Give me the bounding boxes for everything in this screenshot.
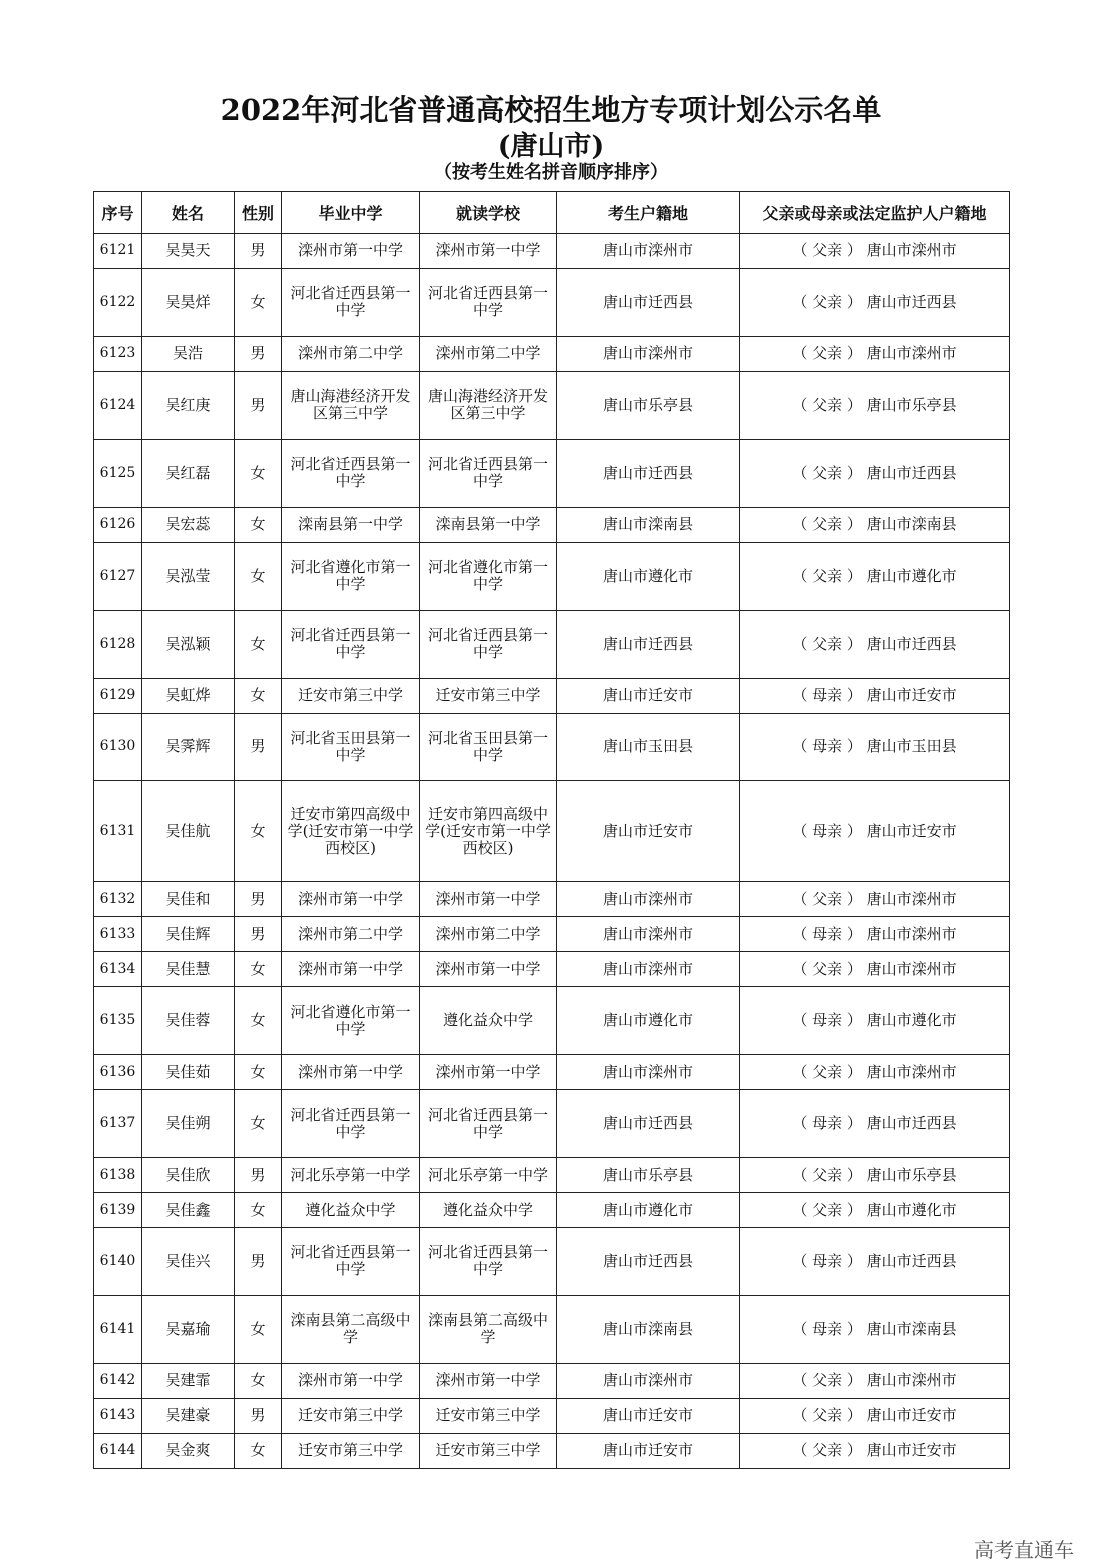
table-row [94, 1193, 1010, 1228]
table-row [94, 1158, 1010, 1193]
cell-current-school: 滦南县第一中学 [420, 507, 557, 542]
column-header-household-registration: 考生户籍地 [557, 192, 740, 234]
cell-household-registration: 唐山市玉田县 [557, 713, 740, 781]
column-header-gender: 性别 [235, 192, 282, 234]
cell-household-registration: 唐山市滦州市 [557, 1055, 740, 1090]
cell-index: 6128 [94, 610, 142, 678]
cell-gender: 男 [235, 917, 282, 952]
page-subtitle-sort-note: （按考生姓名拼音顺序排序） [434, 162, 668, 183]
cell-name: 吴建霏 [142, 1363, 235, 1398]
cell-name: 吴佳茹 [142, 1055, 235, 1090]
cell-graduation-school: 滦州市第一中学 [282, 234, 420, 269]
cell-graduation-school: 河北乐亭第一中学 [282, 1158, 420, 1193]
cell-guardian-registration: （ 父亲 ） 唐山市滦南县 [740, 507, 1010, 542]
table-row [94, 371, 1010, 439]
cell-guardian-registration: （ 母亲 ） 唐山市滦南县 [740, 1295, 1010, 1363]
cell-gender: 女 [235, 268, 282, 336]
table-row [94, 1227, 1010, 1295]
cell-name: 吴金爽 [142, 1433, 235, 1468]
table-header-row [94, 192, 1010, 234]
cell-index: 6136 [94, 1055, 142, 1090]
cell-name: 吴霁辉 [142, 713, 235, 781]
table-row [94, 1433, 1010, 1468]
table-row [94, 1295, 1010, 1363]
cell-name: 吴佳欣 [142, 1158, 235, 1193]
column-header-guardian-registration: 父亲或母亲或法定监护人户籍地 [740, 192, 1010, 234]
cell-index: 6142 [94, 1363, 142, 1398]
cell-index: 6123 [94, 336, 142, 371]
cell-household-registration: 唐山市迁西县 [557, 1090, 740, 1158]
cell-household-registration: 唐山市遵化市 [557, 542, 740, 610]
cell-guardian-registration: （ 父亲 ） 唐山市滦州市 [740, 336, 1010, 371]
table-body [94, 234, 1010, 1469]
table-row [94, 952, 1010, 987]
cell-current-school: 河北省迁西县第一中学 [420, 439, 557, 507]
table-row [94, 781, 1010, 882]
cell-gender: 女 [235, 1295, 282, 1363]
table-row [94, 1055, 1010, 1090]
cell-index: 6121 [94, 234, 142, 269]
table-row [94, 610, 1010, 678]
cell-household-registration: 唐山市迁西县 [557, 268, 740, 336]
cell-guardian-registration: （ 父亲 ） 唐山市遵化市 [740, 542, 1010, 610]
column-header-current-school: 就读学校 [420, 192, 557, 234]
cell-current-school: 迁安市第三中学 [420, 1433, 557, 1468]
cell-gender: 女 [235, 781, 282, 882]
cell-guardian-registration: （ 父亲 ） 唐山市滦州市 [740, 234, 1010, 269]
cell-graduation-school: 河北省迁西县第一中学 [282, 610, 420, 678]
cell-name: 吴浩 [142, 336, 235, 371]
cell-current-school: 遵化益众中学 [420, 987, 557, 1055]
cell-household-registration: 唐山市滦州市 [557, 1363, 740, 1398]
cell-index: 6127 [94, 542, 142, 610]
table-row [94, 713, 1010, 781]
cell-guardian-registration: （ 父亲 ） 唐山市迁安市 [740, 1398, 1010, 1433]
cell-graduation-school: 滦州市第一中学 [282, 1055, 420, 1090]
roster-table [93, 191, 1010, 1469]
cell-name: 吴佳兴 [142, 1227, 235, 1295]
cell-gender: 男 [235, 713, 282, 781]
cell-current-school: 河北省迁西县第一中学 [420, 610, 557, 678]
table-row [94, 882, 1010, 917]
cell-household-registration: 唐山市迁西县 [557, 610, 740, 678]
cell-index: 6131 [94, 781, 142, 882]
table-row [94, 678, 1010, 713]
cell-household-registration: 唐山市遵化市 [557, 1193, 740, 1228]
cell-current-school: 滦州市第一中学 [420, 1055, 557, 1090]
table-row [94, 1090, 1010, 1158]
cell-index: 6138 [94, 1158, 142, 1193]
cell-current-school: 河北省迁西县第一中学 [420, 1227, 557, 1295]
cell-name: 吴佳蓉 [142, 987, 235, 1055]
cell-name: 吴佳辉 [142, 917, 235, 952]
cell-gender: 男 [235, 336, 282, 371]
cell-name: 吴泓莹 [142, 542, 235, 610]
table-row [94, 1363, 1010, 1398]
table-row [94, 234, 1010, 269]
cell-index: 6129 [94, 678, 142, 713]
column-header-index: 序号 [94, 192, 142, 234]
cell-household-registration: 唐山市迁西县 [557, 439, 740, 507]
cell-graduation-school: 滦州市第一中学 [282, 1363, 420, 1398]
cell-name: 吴宏蕊 [142, 507, 235, 542]
cell-graduation-school: 河北省迁西县第一中学 [282, 1227, 420, 1295]
cell-household-registration: 唐山市遵化市 [557, 987, 740, 1055]
cell-graduation-school: 滦南县第一中学 [282, 507, 420, 542]
cell-gender: 女 [235, 678, 282, 713]
cell-name: 吴佳朔 [142, 1090, 235, 1158]
cell-guardian-registration: （ 母亲 ） 唐山市迁安市 [740, 678, 1010, 713]
cell-index: 6143 [94, 1398, 142, 1433]
cell-guardian-registration: （ 母亲 ） 唐山市滦州市 [740, 917, 1010, 952]
cell-graduation-school: 迁安市第三中学 [282, 1433, 420, 1468]
cell-guardian-registration: （ 父亲 ） 唐山市迁安市 [740, 1433, 1010, 1468]
cell-current-school: 河北省迁西县第一中学 [420, 268, 557, 336]
cell-graduation-school: 滦州市第二中学 [282, 917, 420, 952]
cell-graduation-school: 遵化益众中学 [282, 1193, 420, 1228]
cell-guardian-registration: （ 母亲 ） 唐山市遵化市 [740, 987, 1010, 1055]
cell-name: 吴虹烨 [142, 678, 235, 713]
table-row [94, 439, 1010, 507]
cell-gender: 男 [235, 882, 282, 917]
cell-household-registration: 唐山市乐亭县 [557, 1158, 740, 1193]
cell-household-registration: 唐山市滦南县 [557, 507, 740, 542]
cell-gender: 女 [235, 1090, 282, 1158]
cell-index: 6124 [94, 371, 142, 439]
cell-guardian-registration: （ 父亲 ） 唐山市迁西县 [740, 610, 1010, 678]
cell-index: 6140 [94, 1227, 142, 1295]
column-header-graduation-school: 毕业中学 [282, 192, 420, 234]
cell-graduation-school: 迁安市第三中学 [282, 678, 420, 713]
cell-name: 吴佳慧 [142, 952, 235, 987]
cell-graduation-school: 河北省遵化市第一中学 [282, 542, 420, 610]
cell-name: 吴佳航 [142, 781, 235, 882]
cell-graduation-school: 唐山海港经济开发区第三中学 [282, 371, 420, 439]
table-row [94, 507, 1010, 542]
cell-name: 吴昊烊 [142, 268, 235, 336]
cell-gender: 女 [235, 542, 282, 610]
cell-current-school: 遵化益众中学 [420, 1193, 557, 1228]
cell-graduation-school: 河北省迁西县第一中学 [282, 1090, 420, 1158]
cell-gender: 男 [235, 234, 282, 269]
cell-index: 6133 [94, 917, 142, 952]
cell-gender: 女 [235, 1433, 282, 1468]
cell-gender: 男 [235, 371, 282, 439]
cell-name: 吴红磊 [142, 439, 235, 507]
table-row [94, 336, 1010, 371]
cell-current-school: 滦州市第一中学 [420, 882, 557, 917]
cell-household-registration: 唐山市滦州市 [557, 952, 740, 987]
page-subtitle-city: (唐山市) [497, 131, 605, 162]
cell-graduation-school: 滦州市第一中学 [282, 952, 420, 987]
cell-graduation-school: 河北省迁西县第一中学 [282, 268, 420, 336]
cell-current-school: 滦南县第二高级中学 [420, 1295, 557, 1363]
cell-guardian-registration: （ 母亲 ） 唐山市迁西县 [740, 1090, 1010, 1158]
cell-current-school: 滦州市第一中学 [420, 234, 557, 269]
cell-graduation-school: 迁安市第三中学 [282, 1398, 420, 1433]
watermark: 高考直通车 [974, 1538, 1074, 1562]
cell-index: 6132 [94, 882, 142, 917]
cell-name: 吴红庚 [142, 371, 235, 439]
cell-index: 6122 [94, 268, 142, 336]
cell-index: 6134 [94, 952, 142, 987]
cell-current-school: 迁安市第三中学 [420, 1398, 557, 1433]
cell-guardian-registration: （ 父亲 ） 唐山市滦州市 [740, 952, 1010, 987]
cell-guardian-registration: （ 父亲 ） 唐山市迁西县 [740, 439, 1010, 507]
cell-guardian-registration: （ 父亲 ） 唐山市遵化市 [740, 1193, 1010, 1228]
cell-current-school: 河北省玉田县第一中学 [420, 713, 557, 781]
cell-index: 6126 [94, 507, 142, 542]
cell-name: 吴泓颖 [142, 610, 235, 678]
cell-graduation-school: 河北省玉田县第一中学 [282, 713, 420, 781]
cell-graduation-school: 滦南县第二高级中学 [282, 1295, 420, 1363]
cell-index: 6137 [94, 1090, 142, 1158]
cell-index: 6139 [94, 1193, 142, 1228]
cell-gender: 女 [235, 987, 282, 1055]
cell-household-registration: 唐山市迁安市 [557, 781, 740, 882]
cell-guardian-registration: （ 父亲 ） 唐山市滦州市 [740, 882, 1010, 917]
table-row [94, 268, 1010, 336]
cell-gender: 女 [235, 610, 282, 678]
cell-graduation-school: 河北省迁西县第一中学 [282, 439, 420, 507]
cell-graduation-school: 河北省遵化市第一中学 [282, 987, 420, 1055]
cell-current-school: 河北省迁西县第一中学 [420, 1090, 557, 1158]
cell-name: 吴佳鑫 [142, 1193, 235, 1228]
cell-gender: 男 [235, 1158, 282, 1193]
cell-graduation-school: 滦州市第二中学 [282, 336, 420, 371]
cell-gender: 女 [235, 1363, 282, 1398]
cell-name: 吴佳和 [142, 882, 235, 917]
cell-guardian-registration: （ 母亲 ） 唐山市迁安市 [740, 781, 1010, 882]
cell-current-school: 河北乐亭第一中学 [420, 1158, 557, 1193]
cell-current-school: 滦州市第一中学 [420, 952, 557, 987]
cell-gender: 女 [235, 507, 282, 542]
cell-graduation-school: 迁安市第四高级中学(迁安市第一中学西校区) [282, 781, 420, 882]
cell-gender: 男 [235, 1398, 282, 1433]
cell-guardian-registration: （ 父亲 ） 唐山市滦州市 [740, 1055, 1010, 1090]
cell-gender: 男 [235, 1227, 282, 1295]
cell-current-school: 迁安市第三中学 [420, 678, 557, 713]
table-row [94, 542, 1010, 610]
cell-gender: 女 [235, 439, 282, 507]
cell-guardian-registration: （ 父亲 ） 唐山市滦州市 [740, 1363, 1010, 1398]
cell-household-registration: 唐山市滦州市 [557, 336, 740, 371]
cell-name: 吴昊天 [142, 234, 235, 269]
cell-graduation-school: 滦州市第一中学 [282, 882, 420, 917]
cell-household-registration: 唐山市滦南县 [557, 1295, 740, 1363]
table-row [94, 1398, 1010, 1433]
cell-gender: 女 [235, 1055, 282, 1090]
cell-index: 6125 [94, 439, 142, 507]
cell-current-school: 滦州市第一中学 [420, 1363, 557, 1398]
cell-gender: 女 [235, 1193, 282, 1228]
cell-current-school: 河北省遵化市第一中学 [420, 542, 557, 610]
cell-household-registration: 唐山市迁安市 [557, 678, 740, 713]
column-header-name: 姓名 [142, 192, 235, 234]
cell-gender: 女 [235, 952, 282, 987]
cell-index: 6135 [94, 987, 142, 1055]
cell-household-registration: 唐山市迁西县 [557, 1227, 740, 1295]
cell-current-school: 滦州市第二中学 [420, 336, 557, 371]
cell-name: 吴嘉瑜 [142, 1295, 235, 1363]
cell-index: 6144 [94, 1433, 142, 1468]
cell-household-registration: 唐山市滦州市 [557, 917, 740, 952]
cell-guardian-registration: （ 父亲 ） 唐山市乐亭县 [740, 1158, 1010, 1193]
cell-name: 吴建豪 [142, 1398, 235, 1433]
cell-guardian-registration: （ 父亲 ） 唐山市乐亭县 [740, 371, 1010, 439]
cell-household-registration: 唐山市迁安市 [557, 1398, 740, 1433]
cell-current-school: 滦州市第二中学 [420, 917, 557, 952]
table-row [94, 987, 1010, 1055]
cell-index: 6130 [94, 713, 142, 781]
cell-household-registration: 唐山市乐亭县 [557, 371, 740, 439]
cell-index: 6141 [94, 1295, 142, 1363]
table-row [94, 917, 1010, 952]
cell-household-registration: 唐山市滦州市 [557, 882, 740, 917]
cell-guardian-registration: （ 母亲 ） 唐山市玉田县 [740, 713, 1010, 781]
cell-household-registration: 唐山市迁安市 [557, 1433, 740, 1468]
cell-current-school: 唐山海港经济开发区第三中学 [420, 371, 557, 439]
cell-guardian-registration: （ 父亲 ） 唐山市迁西县 [740, 268, 1010, 336]
page-title: 2022年河北省普通高校招生地方专项计划公示名单 [220, 93, 882, 127]
cell-current-school: 迁安市第四高级中学(迁安市第一中学西校区) [420, 781, 557, 882]
cell-household-registration: 唐山市滦州市 [557, 234, 740, 269]
cell-guardian-registration: （ 母亲 ） 唐山市迁西县 [740, 1227, 1010, 1295]
